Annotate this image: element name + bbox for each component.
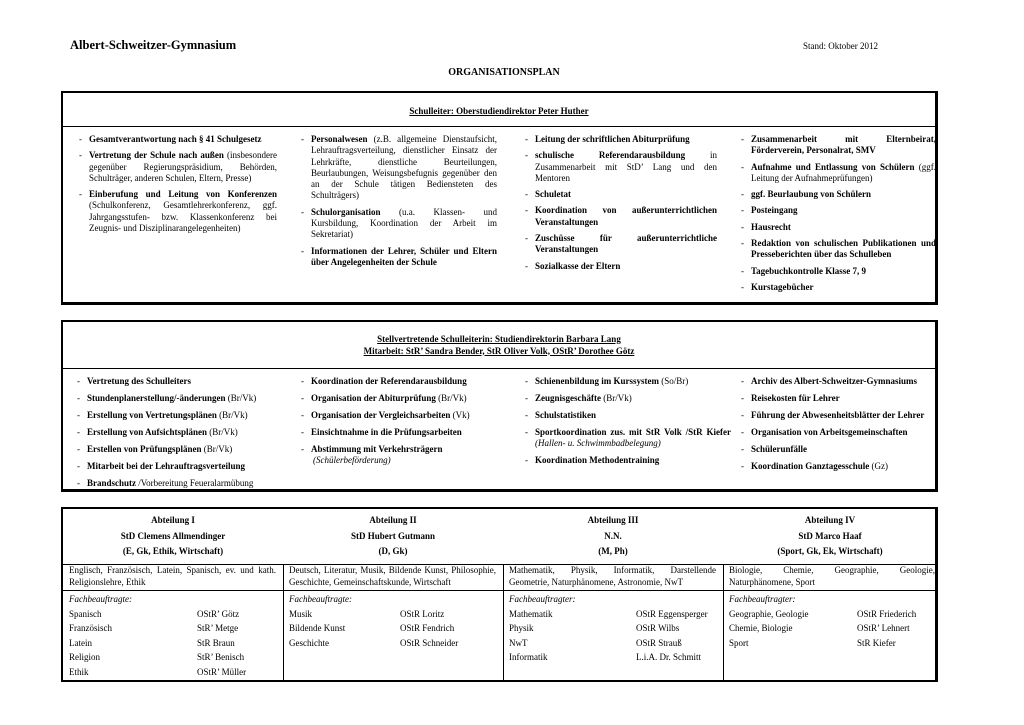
fach-person: OStR Eggensperger <box>636 608 708 619</box>
abteilung-leiter: StD Marco Haaf <box>798 530 862 541</box>
task-item <box>741 162 936 185</box>
task-item <box>77 376 287 387</box>
fachbeauftragte-label: Fachbeauftragter: <box>729 594 796 604</box>
stellvertretung-heading <box>63 334 935 357</box>
stellvertretung-mitarbeit: Mitarbeit: StR’ Sandra Bender, StR Oliver Volk, OStR’ Dorothee Götz <box>363 345 635 356</box>
task-item <box>741 238 936 261</box>
task-note: (Hallen- u. Schwimmbadbelegung) <box>535 438 661 449</box>
abteilung-name: Abteilung I <box>151 515 195 525</box>
abteilung-name: Abteilung II <box>369 515 417 525</box>
task-title: Schulorganisation <box>311 206 381 217</box>
fachbeauftragter-row <box>69 621 279 636</box>
task-title: Tagebuchkontrolle Klasse 7, 9 <box>751 265 867 276</box>
fach-person: OStR Schneider <box>400 637 459 648</box>
task-title: Mitarbeit bei der Lehrauftragsverteilung <box>87 460 246 471</box>
task-title: Organisation von Arbeitsgemeinschaften <box>751 426 908 437</box>
task-item <box>525 189 717 200</box>
abteilung-name: Abteilung III <box>587 515 639 525</box>
task-title: Führung der Abwesenheitsblätter der Lehrer <box>751 409 925 420</box>
abteilung-3-header <box>503 509 723 564</box>
task-title: Archiv des Albert-Schweitzer-Gymnasiums <box>751 376 917 386</box>
task-detail: in Zusammenarbeit mit StD’ Lang und den Mentoren <box>535 150 717 183</box>
task-title: Aufnahme und Entlassung von Schülern <box>751 161 915 172</box>
stellvertretung-box <box>61 320 938 492</box>
fachbeauftragter-row <box>289 621 499 636</box>
fachbeauftragter-row <box>509 621 719 636</box>
task-item <box>525 150 717 184</box>
task-detail: (Gz) <box>869 460 889 471</box>
fach-person: StR Braun <box>197 637 235 648</box>
task-title: Schülerunfälle <box>751 443 808 454</box>
task-title: Koordination der Referendarausbildung <box>311 376 467 386</box>
task-item <box>301 444 511 467</box>
task-item <box>741 393 937 404</box>
task-item <box>741 266 936 277</box>
task-title: Vertretung der Schule nach außen <box>89 150 224 161</box>
task-item <box>525 134 717 145</box>
fachbeauftragter-row <box>729 621 935 636</box>
fachbeauftragte-label: Fachbeauftragte: <box>69 594 132 604</box>
task-item <box>77 461 287 472</box>
fachbeauftragte-label: Fachbeauftragter: <box>509 594 576 604</box>
fach-person: OStR Loritz <box>400 608 445 619</box>
date-stamp: Stand: Oktober 2012 <box>803 41 878 51</box>
task-item <box>525 205 717 228</box>
fach-name: NwT <box>509 637 528 648</box>
fachbeauftragte-label: Fachbeauftragte: <box>289 594 352 604</box>
fachbeauftragter-row <box>729 636 935 651</box>
task-item <box>741 134 936 157</box>
fach-name: Religion <box>69 652 100 662</box>
task-detail: (ggf. Leitung der Aufnahmeprüfungen) <box>751 161 936 183</box>
task-detail: /Vorbereitung Feueralarmübung <box>136 477 254 488</box>
fach-name: Informatik <box>509 652 548 662</box>
task-detail: (u.a. Klassen- und Kursbildung, Koordination der Arbeit im Sekretariat) <box>311 206 497 240</box>
fach-person: L.i.A. Dr. Schmitt <box>636 652 701 662</box>
task-title: Sozialkasse der Eltern <box>535 260 621 271</box>
abteilung-1-fachbeauftragte <box>69 592 279 679</box>
fach-name: Spanisch <box>69 608 102 619</box>
task-detail: (Br/Vk) <box>601 392 632 403</box>
task-item <box>741 461 937 472</box>
fach-person: OStR Friederich <box>857 608 917 619</box>
task-title: Zuschüsse für außerunterrichtliche Veranstaltungen <box>535 233 717 255</box>
task-item <box>77 427 287 438</box>
task-title: Brandschutz <box>87 477 137 488</box>
fach-name: Bildende Kunst <box>289 623 346 633</box>
fach-name: Ethik <box>69 666 89 677</box>
abteilung-kuerzel: (D, Gk) <box>378 546 408 556</box>
task-title: Zeugnisgeschäfte <box>535 392 601 403</box>
task-title: Einsichtnahme in die Prüfungsarbeiten <box>311 426 462 437</box>
task-title: Erstellung von Aufsichtsplänen <box>87 426 208 437</box>
abteilung-kuerzel: (Sport, Gk, Ek, Wirtschaft) <box>777 546 883 556</box>
fachbeauftragter-row <box>69 636 279 651</box>
task-title: Zusammenarbeit mit Elternbeirat, Förderverein, Personalrat, SMV <box>751 134 936 156</box>
task-detail: (Br/Vk) <box>201 443 233 454</box>
fach-name: Latein <box>69 637 92 648</box>
abteilung-1-header <box>63 509 283 564</box>
abteilung-leiter: StD Hubert Gutmann <box>350 530 435 541</box>
task-title: Redaktion von schulischen Publikationen und Presseberichten über das Schulleben <box>751 238 936 260</box>
fach-name: Sport <box>729 637 749 648</box>
stellvertretung-column-2 <box>301 376 511 472</box>
fachbeauftragter-row <box>509 636 719 651</box>
abteilung-kuerzel: (M, Ph) <box>598 546 628 556</box>
task-detail: (Br/Vk) <box>207 426 238 437</box>
fachbeauftragter-row <box>69 607 279 622</box>
task-title: Koordination von außerunterrichtlichen Veranstaltungen <box>535 205 717 227</box>
task-detail: (Br/Vk) <box>216 409 248 420</box>
task-title: Stundenplanerstellung/-änderungen <box>87 392 226 403</box>
task-item <box>301 134 497 202</box>
fach-person: OStR Fendrich <box>400 623 455 633</box>
task-title: Personalwesen <box>311 134 368 144</box>
task-title: Hausrecht <box>751 221 791 232</box>
fach-name: Musik <box>289 608 313 619</box>
task-detail: (So/Br) <box>659 376 689 386</box>
abteilung-4-faecher: Biologie, Chemie, Geographie, Geologie, Naturphänomene, Sport <box>729 565 935 587</box>
school-name: Albert-Schweitzer-Gymnasium <box>70 38 237 52</box>
schulleiter-column-2 <box>301 134 497 273</box>
task-item <box>79 189 277 234</box>
abteilung-2-header <box>283 509 503 564</box>
task-item <box>525 393 731 404</box>
task-item <box>79 134 277 145</box>
fach-person: OStR’ Lehnert <box>857 623 910 633</box>
task-note: (Schülerbeförderung) <box>313 455 391 466</box>
schulleiter-column-1 <box>79 134 277 239</box>
task-title: Organisation der Vergleichsarbeiten <box>311 409 451 420</box>
fach-name: Chemie, Biologie <box>729 623 793 633</box>
schulleiter-column-4 <box>741 134 936 298</box>
fach-name: Physik <box>509 623 534 633</box>
abteilung-2-faecher: Deutsch, Literatur, Musik, Bildende Kunst, Philosophie, Geschichte, Gemeinschaftskunde, Wirtschaft <box>289 565 496 587</box>
task-title: Schienenbildung im Kurssystem <box>535 376 660 386</box>
abteilung-2-fachbeauftragte <box>289 592 499 650</box>
task-title: Schuletat <box>535 189 571 200</box>
task-title: Koordination Methodentraining <box>535 455 660 466</box>
fach-name: Französisch <box>69 623 112 633</box>
task-title: Informationen der Lehrer, Schüler und Eltern über Angelegenheiten der Schule <box>311 245 497 267</box>
task-item <box>741 427 937 438</box>
task-item <box>525 455 731 466</box>
task-title: Posteingang <box>751 205 798 216</box>
abteilung-leiter: StD Clemens Allmendinger <box>120 530 226 541</box>
task-title: Gesamtverantwortung nach § 41 Schulgesetz <box>89 134 262 144</box>
task-title: Abstimmung mit Verkehrsträgern <box>311 443 443 454</box>
abteilung-leiter: N.N. <box>604 530 622 541</box>
fach-person: OStR’ Götz <box>197 608 240 619</box>
task-title: Erstellen von Prüfungsplänen <box>87 443 202 454</box>
task-item <box>77 393 287 404</box>
task-item <box>301 393 511 404</box>
task-detail: (Br/Vk) <box>225 392 257 403</box>
task-title: Koordination Ganztagesschule <box>751 460 870 471</box>
task-item <box>741 410 937 421</box>
fach-person: StR Kiefer <box>857 637 896 648</box>
schulleiter-heading: Schulleiter: Oberstudiendirektor Peter Huther <box>409 106 589 116</box>
fach-name: Mathematik <box>509 608 553 619</box>
task-item <box>77 444 287 455</box>
task-title: Sportkoordination zus. mit StR Volk /StR Kiefer <box>535 426 731 437</box>
fachbeauftragter-row <box>69 650 279 665</box>
task-item <box>301 376 511 387</box>
abteilung-4-header <box>723 509 937 564</box>
abteilung-3-fachbeauftragte <box>509 592 719 665</box>
task-item <box>741 282 936 293</box>
fachbeauftragter-row <box>69 665 279 680</box>
fach-name: Geographie, Geologie <box>729 608 809 619</box>
task-item <box>301 427 511 438</box>
task-item <box>525 427 731 450</box>
fachbeauftragter-row <box>729 607 935 622</box>
task-item <box>525 376 731 387</box>
abteilung-3-faecher: Mathematik, Physik, Informatik, Darstellende Geometrie, Naturphänomene, Astronomie, NwT <box>509 565 716 587</box>
task-title: Schulstatistiken <box>535 409 597 420</box>
task-item <box>525 410 731 421</box>
task-title: Organisation der Abiturprüfung <box>311 392 436 403</box>
task-title: ggf. Beurlaubung von Schülern <box>751 189 872 200</box>
task-item <box>77 410 287 421</box>
task-title: Erstellung von Vertretungsplänen <box>87 409 217 420</box>
fach-person: OStR Strauß <box>636 637 682 648</box>
task-title: Leitung der schriftlichen Abiturprüfung <box>535 134 690 144</box>
task-item <box>77 478 287 489</box>
task-detail: (Br/Vk) <box>435 392 467 403</box>
stellvertretung-column-4 <box>741 376 937 478</box>
fachbeauftragter-row <box>289 636 499 651</box>
task-item <box>741 222 936 233</box>
task-detail: (z.B. allgemeine Dienstaufsicht, Lehrauftragsverteilung, dienstlicher Einsatz der Lehrkräfte, dienstliche Beurteilungen, Beurlaubungen, Weisungsbefugnis gegenüber den an der Schule tätigen Bediensteten des Schulträgers) <box>311 134 497 201</box>
schulleiter-column-3 <box>525 134 717 277</box>
task-detail: (Vk) <box>450 409 470 420</box>
fach-person: StR’ Metge <box>197 623 239 633</box>
task-item <box>741 444 937 455</box>
abteilung-kuerzel: (E, Gk, Ethik, Wirtschaft) <box>122 546 224 556</box>
task-item <box>525 261 717 272</box>
abteilung-name: Abteilung IV <box>804 515 856 525</box>
task-item <box>301 246 497 269</box>
task-item <box>741 189 936 200</box>
task-detail: (Schulkonferenz, Gesamtlehrerkonferenz, ggf. Jahrgangsstufen- bzw. Klassenkonferenz bei Zeugnis- und Disziplinarangelegenheiten) <box>89 200 277 234</box>
stellvertretung-column-3 <box>525 376 731 472</box>
task-title: Reisekosten für Lehrer <box>751 392 840 403</box>
fachbeauftragter-row <box>509 650 719 665</box>
task-item <box>741 376 937 387</box>
fach-person: OStR’ Müller <box>197 666 247 677</box>
task-item <box>741 205 936 216</box>
task-item <box>525 233 717 256</box>
schulleiter-box <box>61 91 938 305</box>
page-title: ORGANISATIONSPLAN <box>448 67 560 78</box>
task-title: schulische Referendarausbildung <box>535 150 686 161</box>
fachbeauftragter-row <box>509 607 719 622</box>
fach-person: StR’ Benisch <box>197 652 245 662</box>
fach-person: OStR Wilbs <box>636 623 680 633</box>
stellvertretung-column-1 <box>77 376 287 495</box>
fachbeauftragter-row <box>289 607 499 622</box>
fach-name: Geschichte <box>289 637 329 648</box>
task-item <box>79 150 277 184</box>
task-detail: (insbesondere gegenüber Regierungspräsidium, Behörden, Schulträger, anderen Schulen, Eltern, Presse) <box>89 150 277 183</box>
task-item <box>301 410 511 421</box>
stellvertretung-title: Stellvertretende Schulleiterin: Studiendirektorin Barbara Lang <box>377 334 621 344</box>
abteilung-1-faecher: Englisch, Französisch, Latein, Spanisch, ev. und kath. Religionslehre, Ethik <box>69 565 276 587</box>
task-item <box>301 207 497 241</box>
abteilung-4-fachbeauftragte <box>729 592 935 650</box>
task-title: Kurstagebücher <box>751 281 814 292</box>
abteilungen-table <box>61 507 938 682</box>
task-title: Einberufung und Leitung von Konferenzen <box>89 189 277 200</box>
task-title: Vertretung des Schulleiters <box>87 376 191 386</box>
